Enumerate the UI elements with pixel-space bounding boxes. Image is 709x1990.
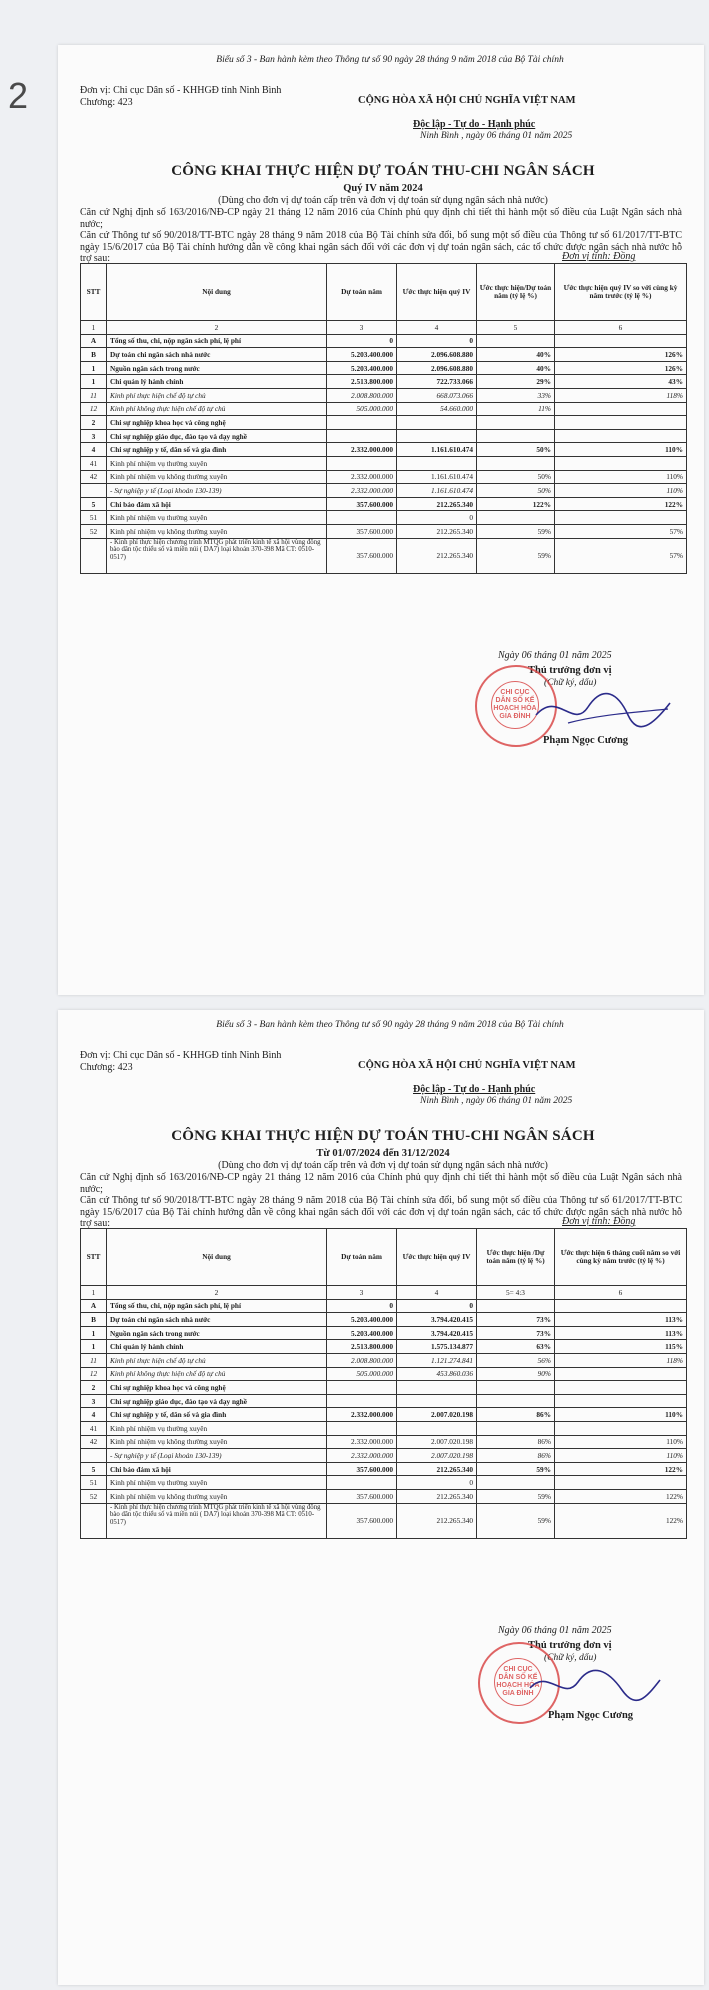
motto: Độc lập - Tự do - Hạnh phúc	[413, 119, 536, 130]
cell-ratio: 86%	[477, 1408, 555, 1422]
cell-plan	[327, 429, 397, 443]
cell-ratio	[477, 416, 555, 430]
cell-ratio: 59%	[477, 524, 555, 538]
cell-plan: 357.600.000	[327, 538, 397, 573]
document-sheet-2	[58, 1010, 704, 1985]
chapter: Chương: 423	[80, 1062, 133, 1073]
cell-stt: 2	[81, 1381, 107, 1395]
cell-stt: 12	[81, 402, 107, 416]
usage-note: (Dùng cho đơn vị dự toán cấp trên và đơn vị dự toán sử dụng ngân sách nhà nước)	[218, 1160, 548, 1171]
document-sheet-1	[58, 45, 704, 995]
cell-yoy	[555, 416, 687, 430]
cell-stt: 41	[81, 456, 107, 470]
table-row	[81, 1435, 687, 1449]
column-header: Dự toán năm	[327, 1229, 397, 1286]
column-number: 4	[397, 321, 477, 335]
cell-plan: 2.332.000.000	[327, 443, 397, 457]
cell-ratio: 40%	[477, 361, 555, 375]
nation-heading: CỘNG HÒA XÃ HỘI CHỦ NGHĨA VIỆT NAM	[358, 95, 576, 106]
cell-content: Kinh phí không thực hiện chế độ tự chủ	[107, 1367, 327, 1381]
cell-yoy	[555, 1394, 687, 1408]
cell-actual	[397, 416, 477, 430]
cell-actual: 3.794.420.415	[397, 1326, 477, 1340]
currency-unit: Đơn vị tính: Đồng	[562, 1216, 636, 1227]
cell-yoy: 118%	[555, 1353, 687, 1367]
cell-plan: 357.600.000	[327, 1489, 397, 1503]
cell-actual	[397, 1421, 477, 1435]
cell-plan: 2.008.800.000	[327, 1353, 397, 1367]
table-row	[81, 1394, 687, 1408]
cell-actual: 212.265.340	[397, 497, 477, 511]
cell-actual: 0	[397, 1476, 477, 1490]
cell-yoy	[555, 1367, 687, 1381]
cell-content: - Sự nghiệp y tế (Loại khoản 130-139)	[107, 1449, 327, 1463]
cell-stt: 51	[81, 1476, 107, 1490]
cell-plan	[327, 1476, 397, 1490]
column-number: 2	[107, 1286, 327, 1300]
column-number: 1	[81, 321, 107, 335]
cell-plan: 505.000.000	[327, 402, 397, 416]
basis-paragraph-2: Căn cứ Thông tư số 90/2018/TT-BTC ngày 28 tháng 9 năm 2018 của Bộ Tài chính sửa đổi, bổ sung một số điều của Thông tư số 61/2017/TT-BTC ngày 15/6/2017 của Bộ Tài chính hướng dẫn về công khai ngân sách đối với các đơn vị dự toán ngân sách, các tổ chức được ngân sách nhà nước hỗ trợ sau:	[80, 1195, 682, 1229]
cell-ratio: 59%	[477, 1489, 555, 1503]
cell-content: Chi sự nghiệp y tế, dân số và gia đình	[107, 443, 327, 457]
cell-content: Kinh phí nhiệm vụ thường xuyên	[107, 456, 327, 470]
cell-ratio: 29%	[477, 375, 555, 389]
cell-stt	[81, 538, 107, 573]
cell-ratio: 59%	[477, 1503, 555, 1538]
cell-ratio	[477, 1299, 555, 1313]
cell-actual: 2.096.608.880	[397, 348, 477, 362]
cell-actual: 453.860.036	[397, 1367, 477, 1381]
table-row	[81, 443, 687, 457]
cell-plan: 357.600.000	[327, 497, 397, 511]
cell-yoy	[555, 1421, 687, 1435]
cell-yoy: 110%	[555, 1408, 687, 1422]
cell-ratio: 73%	[477, 1326, 555, 1340]
page-number: 2	[8, 75, 29, 116]
cell-yoy	[555, 334, 687, 348]
cell-yoy	[555, 1381, 687, 1395]
stamp-text: CHI CỤC DÂN SỐ KẾ HOẠCH HÓA GIA ĐÌNH	[494, 1658, 542, 1706]
column-header: Nội dung	[107, 264, 327, 321]
table-row	[81, 511, 687, 525]
column-header: STT	[81, 264, 107, 321]
budget-table	[80, 263, 687, 574]
cell-content: Dự toán chi ngân sách nhà nước	[107, 1313, 327, 1327]
cell-yoy	[555, 1299, 687, 1313]
cell-yoy: 57%	[555, 524, 687, 538]
table-header-row	[81, 264, 687, 321]
cell-content: Nguồn ngân sách trong nước	[107, 361, 327, 375]
column-number-row	[81, 321, 687, 335]
cell-plan: 505.000.000	[327, 1367, 397, 1381]
cell-actual: 212.265.340	[397, 524, 477, 538]
table-row	[81, 1340, 687, 1354]
cell-content: Chi sự nghiệp khoa học và công nghệ	[107, 1381, 327, 1395]
cell-actual: 1.161.610.474	[397, 484, 477, 498]
basis-paragraph-2: Căn cứ Thông tư số 90/2018/TT-BTC ngày 28 tháng 9 năm 2018 của Bộ Tài chính sửa đổi, bổ sung một số điều của Thông tư số 61/2017/TT-BTC ngày 15/6/2017 của Bộ Tài chính hướng dẫn về công khai ngân sách đối với các đơn vị dự toán ngân sách, các tổ chức được ngân sách nhà nước hỗ trợ sau:	[80, 230, 682, 264]
cell-content: Kinh phí nhiệm vụ không thường xuyên	[107, 470, 327, 484]
column-number: 5= 4:3	[477, 1286, 555, 1300]
column-header: Ước thực hiện 6 tháng cuối năm so với cùng kỳ năm trước (tỷ lệ %)	[555, 1229, 687, 1286]
cell-yoy: 43%	[555, 375, 687, 389]
cell-yoy: 113%	[555, 1326, 687, 1340]
cell-content: Kinh phí nhiệm vụ không thường xuyên	[107, 1435, 327, 1449]
cell-plan: 0	[327, 1299, 397, 1313]
cell-content: Kinh phí nhiệm vụ không thường xuyên	[107, 1489, 327, 1503]
cell-ratio: 33%	[477, 388, 555, 402]
cell-stt: 4	[81, 443, 107, 457]
cell-plan: 2.332.000.000	[327, 470, 397, 484]
nation-heading: CỘNG HÒA XÃ HỘI CHỦ NGHĨA VIỆT NAM	[358, 1060, 576, 1071]
cell-actual: 54.660.000	[397, 402, 477, 416]
cell-ratio: 73%	[477, 1313, 555, 1327]
signer-name: Phạm Ngọc Cương	[548, 1710, 634, 1721]
cell-stt: 51	[81, 511, 107, 525]
cell-actual	[397, 429, 477, 443]
table-row	[81, 1313, 687, 1327]
cell-content: Chi quản lý hành chính	[107, 375, 327, 389]
place-date: Ninh Bình , ngày 06 tháng 01 năm 2025	[420, 131, 573, 141]
sign-note: (Chữ ký, dấu)	[544, 678, 597, 688]
cell-ratio: 59%	[477, 538, 555, 573]
cell-yoy: 122%	[555, 1489, 687, 1503]
column-number: 2	[107, 321, 327, 335]
cell-plan: 5.203.400.000	[327, 1326, 397, 1340]
table-row	[81, 1299, 687, 1313]
table-row	[81, 1367, 687, 1381]
cell-actual: 212.265.340	[397, 1462, 477, 1476]
column-header: Dự toán năm	[327, 264, 397, 321]
cell-actual: 722.733.066	[397, 375, 477, 389]
cell-stt: 2	[81, 416, 107, 430]
cell-stt: 42	[81, 1435, 107, 1449]
cell-ratio: 50%	[477, 470, 555, 484]
cell-ratio: 56%	[477, 1353, 555, 1367]
table-row	[81, 1408, 687, 1422]
chapter: Chương: 423	[80, 97, 133, 108]
cell-actual: 2.007.020.198	[397, 1449, 477, 1463]
table-row	[81, 497, 687, 511]
cell-stt: 5	[81, 497, 107, 511]
budget-table	[80, 1228, 687, 1539]
cell-actual	[397, 456, 477, 470]
cell-actual: 1.161.610.474	[397, 470, 477, 484]
cell-yoy: 57%	[555, 538, 687, 573]
cell-content: Chi bảo đảm xã hội	[107, 1462, 327, 1476]
cell-content: Chi quản lý hành chính	[107, 1340, 327, 1354]
column-header: Ước thực hiện quý IV so với cùng kỳ năm trước (tỷ lệ %)	[555, 264, 687, 321]
cell-plan: 2.008.800.000	[327, 388, 397, 402]
column-number: 6	[555, 1286, 687, 1300]
cell-ratio: 50%	[477, 484, 555, 498]
column-number: 5	[477, 321, 555, 335]
cell-yoy	[555, 456, 687, 470]
cell-actual	[397, 1394, 477, 1408]
cell-plan	[327, 1394, 397, 1408]
column-header: Ước thực hiện /Dự toán năm (tỷ lệ %)	[477, 1229, 555, 1286]
table-row	[81, 484, 687, 498]
usage-note: (Dùng cho đơn vị dự toán cấp trên và đơn vị dự toán sử dụng ngân sách nhà nước)	[218, 195, 548, 206]
cell-content: - Sự nghiệp y tế (Loại khoản 130-139)	[107, 484, 327, 498]
column-number: 4	[397, 1286, 477, 1300]
column-number: 3	[327, 321, 397, 335]
cell-stt: 11	[81, 388, 107, 402]
cell-stt: 5	[81, 1462, 107, 1476]
cell-ratio	[477, 456, 555, 470]
table-header-row	[81, 1229, 687, 1286]
cell-actual: 668.073.066	[397, 388, 477, 402]
cell-ratio	[477, 1394, 555, 1408]
cell-actual: 0	[397, 334, 477, 348]
cell-actual: 212.265.340	[397, 538, 477, 573]
cell-stt	[81, 1449, 107, 1463]
table-row	[81, 361, 687, 375]
table-row	[81, 375, 687, 389]
cell-content: Chi bảo đảm xã hội	[107, 497, 327, 511]
cell-yoy: 110%	[555, 443, 687, 457]
cell-content: Kinh phí nhiệm vụ không thường xuyên	[107, 524, 327, 538]
cell-content: Nguồn ngân sách trong nước	[107, 1326, 327, 1340]
table-row	[81, 348, 687, 362]
cell-plan	[327, 456, 397, 470]
cell-ratio	[477, 334, 555, 348]
report-period: Từ 01/07/2024 đến 31/12/2024	[316, 1148, 450, 1159]
cell-ratio: 40%	[477, 348, 555, 362]
cell-stt: 1	[81, 1326, 107, 1340]
cell-actual: 2.007.020.198	[397, 1408, 477, 1422]
sign-role: Thủ trưởng đơn vị	[528, 665, 612, 676]
table-row	[81, 470, 687, 484]
cell-actual: 3.794.420.415	[397, 1313, 477, 1327]
cell-content: - Kinh phí thực hiện chương trình MTQG phát triển kinh tế xã hội vùng đồng bào dân tộc thiểu số và miền núi ( DA7) loại khoản 370-398 Mã CT: 0510-0517)	[107, 538, 327, 573]
cell-plan: 0	[327, 334, 397, 348]
table-row	[81, 388, 687, 402]
cell-yoy	[555, 511, 687, 525]
cell-yoy: 113%	[555, 1313, 687, 1327]
cell-plan	[327, 511, 397, 525]
table-row	[81, 334, 687, 348]
table-row	[81, 402, 687, 416]
column-header: Nội dung	[107, 1229, 327, 1286]
cell-stt: A	[81, 1299, 107, 1313]
table-row	[81, 416, 687, 430]
cell-yoy: 126%	[555, 361, 687, 375]
cell-yoy	[555, 429, 687, 443]
cell-yoy: 122%	[555, 497, 687, 511]
column-number: 6	[555, 321, 687, 335]
cell-yoy: 126%	[555, 348, 687, 362]
stamp-text: CHI CỤC DÂN SỐ KẾ HOẠCH HÓA GIA ĐÌNH	[491, 681, 539, 729]
column-header: Ước thực hiện/Dự toán năm (tỷ lệ %)	[477, 264, 555, 321]
cell-actual: 1.575.134.877	[397, 1340, 477, 1354]
table-row	[81, 1489, 687, 1503]
header-line: Biểu số 3 - Ban hành kèm theo Thông tư số 90 ngày 28 tháng 9 năm 2018 của Bộ Tài chính	[216, 55, 564, 65]
cell-ratio: 50%	[477, 443, 555, 457]
cell-content: Tổng số thu, chi, nộp ngân sách phí, lệ phí	[107, 1299, 327, 1313]
table-row	[81, 429, 687, 443]
cell-stt: 42	[81, 470, 107, 484]
cell-content: Chi sự nghiệp giáo dục, đào tạo và dạy nghề	[107, 429, 327, 443]
cell-yoy: 115%	[555, 1340, 687, 1354]
cell-yoy	[555, 1476, 687, 1490]
cell-content: Kinh phí không thực hiện chế độ tự chủ	[107, 402, 327, 416]
cell-stt: 52	[81, 524, 107, 538]
cell-stt: 4	[81, 1408, 107, 1422]
sign-role: Thủ trưởng đơn vị	[528, 1640, 612, 1651]
cell-content: Kinh phí thực hiện chế độ tự chủ	[107, 1353, 327, 1367]
cell-actual: 212.265.340	[397, 1489, 477, 1503]
cell-stt: 52	[81, 1489, 107, 1503]
cell-stt: 1	[81, 1340, 107, 1354]
cell-stt: 3	[81, 429, 107, 443]
cell-ratio	[477, 429, 555, 443]
cell-plan: 2.332.000.000	[327, 1449, 397, 1463]
cell-stt: 41	[81, 1421, 107, 1435]
unit-block	[80, 1050, 281, 1074]
cell-ratio: 63%	[477, 1340, 555, 1354]
cell-plan: 5.203.400.000	[327, 1313, 397, 1327]
cell-actual: 2.096.608.880	[397, 361, 477, 375]
table-row	[81, 1503, 687, 1538]
column-header: Ước thực hiện quý IV	[397, 1229, 477, 1286]
column-header: Ước thực hiện quý IV	[397, 264, 477, 321]
cell-content: Kinh phí thực hiện chế độ tự chủ	[107, 388, 327, 402]
cell-stt: 11	[81, 1353, 107, 1367]
cell-stt: 3	[81, 1394, 107, 1408]
currency-unit: Đơn vị tính: Đồng	[562, 251, 636, 262]
cell-stt: B	[81, 348, 107, 362]
cell-ratio: 59%	[477, 1462, 555, 1476]
table-row	[81, 1381, 687, 1395]
cell-yoy: 110%	[555, 1449, 687, 1463]
cell-ratio: 122%	[477, 497, 555, 511]
cell-plan: 5.203.400.000	[327, 361, 397, 375]
cell-actual	[397, 1381, 477, 1395]
cell-content: Kinh phí nhiệm vụ thường xuyên	[107, 1476, 327, 1490]
sign-note: (Chữ ký, dấu)	[544, 1653, 597, 1663]
cell-actual: 212.265.340	[397, 1503, 477, 1538]
cell-stt	[81, 1503, 107, 1538]
cell-stt: B	[81, 1313, 107, 1327]
cell-ratio: 11%	[477, 402, 555, 416]
cell-yoy: 110%	[555, 1435, 687, 1449]
cell-plan: 2.332.000.000	[327, 1408, 397, 1422]
unit-block	[80, 85, 281, 109]
cell-content: Tổng số thu, chi, nộp ngân sách phí, lệ phí	[107, 334, 327, 348]
cell-yoy	[555, 402, 687, 416]
unit-name: Đơn vị: Chi cục Dân số - KHHGĐ tỉnh Ninh Bình	[80, 1050, 282, 1061]
cell-stt: 1	[81, 361, 107, 375]
document-title: CÔNG KHAI THỰC HIỆN DỰ TOÁN THU-CHI NGÂN SÁCH	[171, 1128, 595, 1144]
cell-yoy: 118%	[555, 388, 687, 402]
cell-content: Kinh phí nhiệm vụ thường xuyên	[107, 511, 327, 525]
table-row	[81, 1353, 687, 1367]
column-header: STT	[81, 1229, 107, 1286]
sign-date: Ngày 06 tháng 01 năm 2025	[498, 650, 612, 661]
cell-actual: 0	[397, 511, 477, 525]
header-line: Biểu số 3 - Ban hành kèm theo Thông tư số 90 ngày 28 tháng 9 năm 2018 của Bộ Tài chính	[216, 1020, 564, 1030]
signature	[520, 1660, 670, 1710]
cell-plan: 5.203.400.000	[327, 348, 397, 362]
basis-paragraph-1: Căn cứ Nghị định số 163/2016/NĐ-CP ngày 21 tháng 12 năm 2016 của Chính phủ quy định chi tiết thi hành một số điều của Luật Ngân sách nhà nước;	[80, 207, 682, 230]
cell-actual: 1.161.610.474	[397, 443, 477, 457]
cell-actual: 1.121.274.841	[397, 1353, 477, 1367]
column-number: 1	[81, 1286, 107, 1300]
cell-stt: 1	[81, 375, 107, 389]
cell-yoy: 110%	[555, 470, 687, 484]
table-row	[81, 1476, 687, 1490]
cell-content: Chi sự nghiệp giáo dục, đào tạo và dạy nghề	[107, 1394, 327, 1408]
place-date: Ninh Bình , ngày 06 tháng 01 năm 2025	[420, 1096, 573, 1106]
column-number-row	[81, 1286, 687, 1300]
basis-paragraph-1: Căn cứ Nghị định số 163/2016/NĐ-CP ngày 21 tháng 12 năm 2016 của Chính phủ quy định chi tiết thi hành một số điều của Luật Ngân sách nhà nước;	[80, 1172, 682, 1195]
cell-plan	[327, 1421, 397, 1435]
cell-content: Kinh phí nhiệm vụ thường xuyên	[107, 1421, 327, 1435]
cell-plan: 2.513.800.000	[327, 1340, 397, 1354]
cell-stt: A	[81, 334, 107, 348]
table-row	[81, 538, 687, 573]
document-title: CÔNG KHAI THỰC HIỆN DỰ TOÁN THU-CHI NGÂN SÁCH	[171, 163, 595, 179]
table-row	[81, 524, 687, 538]
table-row	[81, 1326, 687, 1340]
report-period: Quý IV năm 2024	[343, 183, 423, 194]
cell-plan: 2.332.000.000	[327, 1435, 397, 1449]
cell-ratio	[477, 1381, 555, 1395]
cell-content: Chi sự nghiệp y tế, dân số và gia đình	[107, 1408, 327, 1422]
table-row	[81, 1421, 687, 1435]
cell-yoy: 122%	[555, 1462, 687, 1476]
cell-plan: 2.513.800.000	[327, 375, 397, 389]
cell-plan	[327, 416, 397, 430]
cell-actual: 0	[397, 1299, 477, 1313]
signer-name: Phạm Ngọc Cương	[543, 735, 629, 746]
cell-content: - Kinh phí thực hiện chương trình MTQG phát triển kinh tế xã hội vùng đồng bào dân tộc thiểu số và miền núi ( DA7) loại khoản 370-398 Mã CT: 0510-0517)	[107, 1503, 327, 1538]
cell-plan: 2.332.000.000	[327, 484, 397, 498]
table-row	[81, 1449, 687, 1463]
sign-date: Ngày 06 tháng 01 năm 2025	[498, 1625, 612, 1636]
cell-ratio: 86%	[477, 1435, 555, 1449]
cell-ratio: 86%	[477, 1449, 555, 1463]
cell-stt: 12	[81, 1367, 107, 1381]
cell-ratio	[477, 1421, 555, 1435]
motto: Độc lập - Tự do - Hạnh phúc	[413, 1084, 536, 1095]
signature	[528, 685, 678, 735]
cell-actual: 2.007.020.198	[397, 1435, 477, 1449]
unit-name: Đơn vị: Chi cục Dân số - KHHGĐ tỉnh Ninh Bình	[80, 85, 282, 96]
cell-content: Dự toán chi ngân sách nhà nước	[107, 348, 327, 362]
cell-content: Chi sự nghiệp khoa học và công nghệ	[107, 416, 327, 430]
cell-ratio	[477, 511, 555, 525]
column-number: 3	[327, 1286, 397, 1300]
cell-plan: 357.600.000	[327, 1462, 397, 1476]
cell-yoy: 122%	[555, 1503, 687, 1538]
cell-plan: 357.600.000	[327, 524, 397, 538]
cell-plan: 357.600.000	[327, 1503, 397, 1538]
cell-plan	[327, 1381, 397, 1395]
cell-ratio: 90%	[477, 1367, 555, 1381]
cell-yoy: 110%	[555, 484, 687, 498]
table-row	[81, 456, 687, 470]
cell-ratio	[477, 1476, 555, 1490]
table-row	[81, 1462, 687, 1476]
cell-stt	[81, 484, 107, 498]
